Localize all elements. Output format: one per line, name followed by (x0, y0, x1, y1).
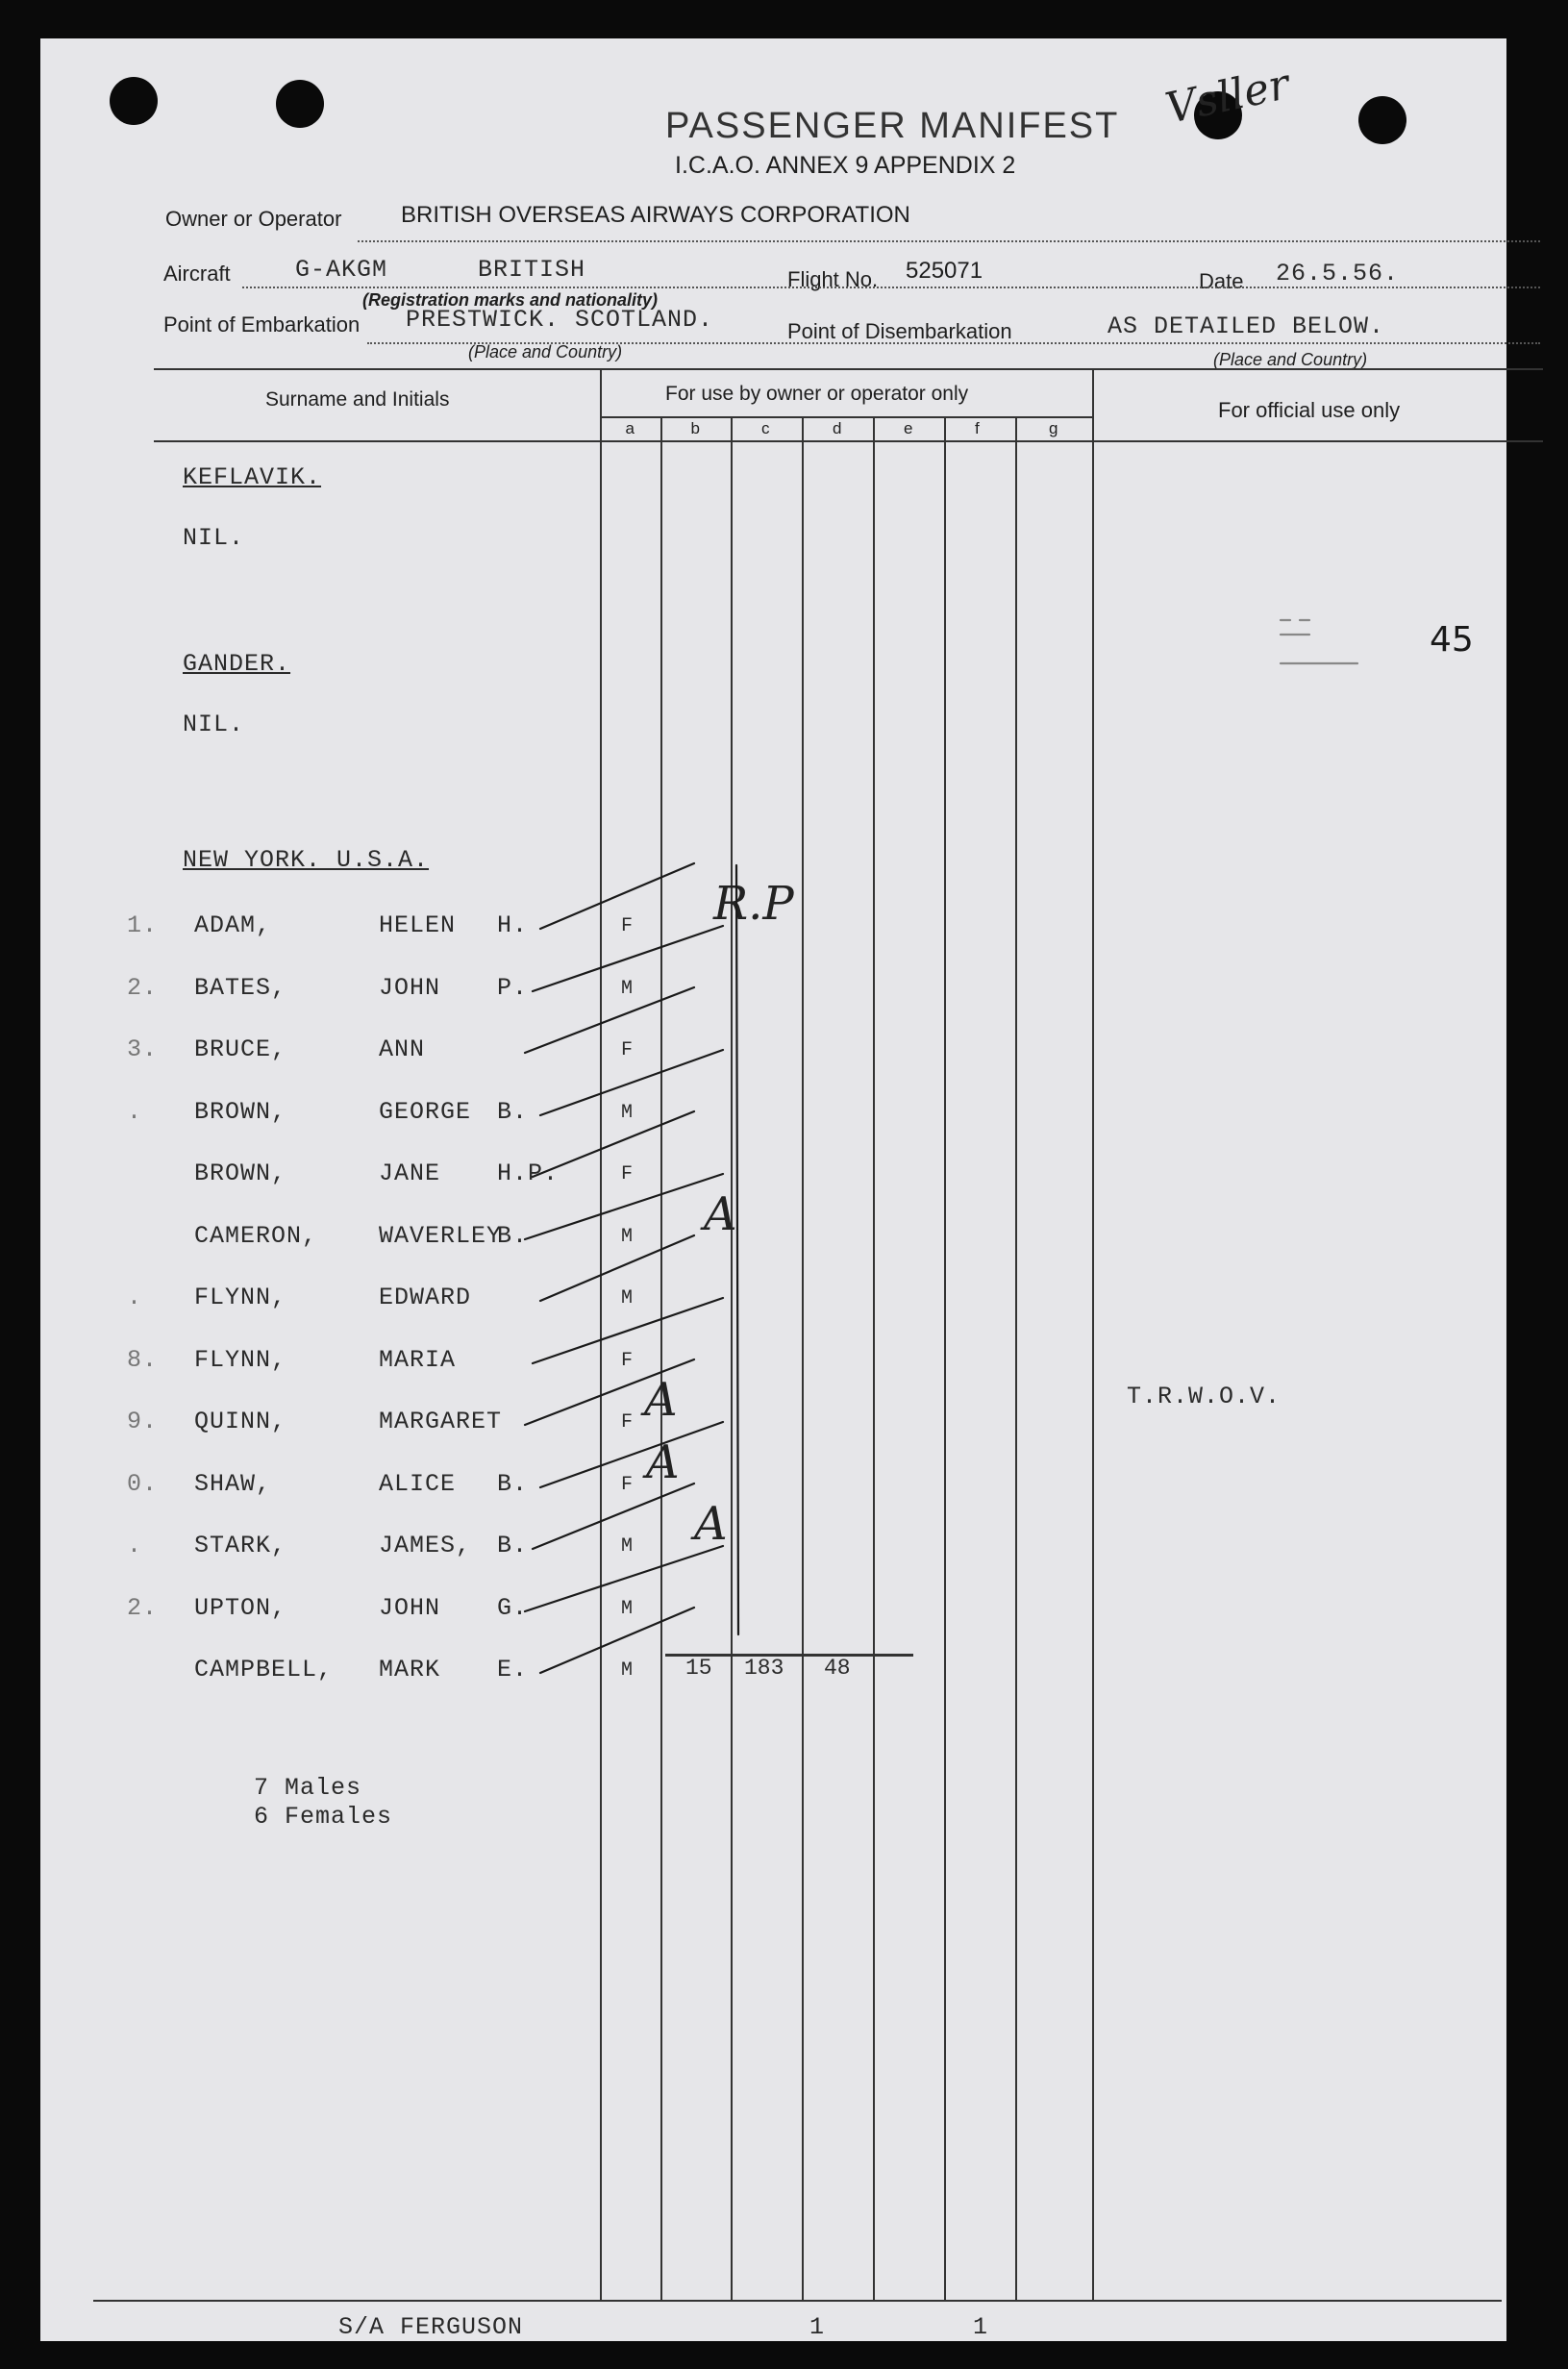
column-letter: c (761, 419, 770, 437)
tick-stroke (533, 1298, 723, 1363)
tick-stroke (525, 987, 694, 1053)
column-letter: d (833, 419, 842, 437)
passenger-sex: F (621, 1163, 635, 1185)
passenger-surname: CAMERON, (194, 1222, 318, 1250)
passenger-sex: M (621, 1535, 635, 1558)
official-note: T.R.W.O.V. (1127, 1383, 1282, 1410)
passenger-sex: F (621, 1474, 635, 1496)
embark-label: Point of Embarkation (163, 312, 361, 337)
passenger-given-name: JAMES, (379, 1532, 472, 1559)
flight-value: 525071 (906, 258, 983, 284)
aircraft-reg: G-AKGM (295, 256, 388, 284)
passenger-surname: FLYNN, (194, 1346, 287, 1374)
embark-value: PRESTWICK. SCOTLAND. (406, 306, 714, 334)
surname-header: Surname and Initials (265, 388, 450, 411)
column-letter: f (975, 419, 980, 437)
manifest-subtitle: I.C.A.O. ANNEX 9 APPENDIX 2 (675, 152, 1016, 179)
passenger-number: 2. (127, 1594, 159, 1622)
tick-stroke (525, 1546, 723, 1611)
tick-stroke (540, 1050, 723, 1115)
passenger-initials: H.P. (497, 1160, 560, 1187)
passenger-sex: M (621, 1226, 635, 1248)
passenger-initials: B. (497, 1532, 529, 1559)
passenger-number: 8. (127, 1346, 159, 1374)
vertical-pen-line (736, 865, 738, 1634)
total-c: 183 (744, 1656, 784, 1681)
passenger-surname: QUINN, (194, 1408, 287, 1435)
passenger-given-name: GEORGE (379, 1098, 472, 1126)
passenger-surname: BROWN, (194, 1098, 287, 1126)
stop-name: NEW YORK. U.S.A. (183, 846, 430, 874)
passenger-sex: F (621, 915, 635, 937)
summary-males: 7 Males (254, 1774, 362, 1802)
handwritten-ticks (40, 38, 1506, 2341)
passenger-given-name: HELEN (379, 911, 457, 939)
footer-mark-1: 1 (809, 2313, 826, 2341)
stop-name: KEFLAVIK. (183, 463, 322, 491)
tick-stroke (525, 1359, 694, 1425)
passenger-surname: STARK, (194, 1532, 287, 1559)
column-letter: a (625, 419, 635, 437)
stop-note: NIL. (183, 711, 245, 738)
passenger-given-name: JOHN (379, 974, 441, 1002)
passenger-handwritten-mark: A (704, 1187, 737, 1241)
owner-value: BRITISH OVERSEAS AIRWAYS CORPORATION (401, 202, 910, 228)
aircraft-label: Aircraft (163, 262, 231, 286)
passenger-surname: BRUCE, (194, 1035, 287, 1063)
footer-mark-2: 1 (973, 2313, 989, 2341)
passenger-surname: BROWN, (194, 1160, 287, 1187)
total-b: 15 (685, 1656, 712, 1681)
tick-stroke (540, 863, 694, 929)
passenger-sex: F (621, 1411, 635, 1434)
disembark-label: Point of Disembarkation (787, 319, 1012, 343)
tick-stroke (533, 926, 723, 991)
passenger-surname: FLYNN, (194, 1284, 287, 1311)
tick-stroke (540, 1608, 694, 1673)
passenger-handwritten-mark: A (644, 1373, 678, 1427)
passenger-initials: P. (497, 974, 529, 1002)
passenger-surname: ADAM, (194, 911, 272, 939)
passenger-number: 1. (127, 911, 159, 939)
column-letter: b (690, 419, 700, 437)
passenger-number: 9. (127, 1408, 159, 1435)
footer-signature: S/A FERGUSON (338, 2313, 524, 2341)
passenger-sex: M (621, 1659, 635, 1682)
summary-females: 6 Females (254, 1803, 393, 1831)
passenger-number: 3. (127, 1035, 159, 1063)
passenger-initials: B. (497, 1098, 529, 1126)
passenger-sex: F (621, 1039, 635, 1061)
tick-stroke (533, 1111, 694, 1177)
tick-stroke (533, 1484, 694, 1549)
disembark-value: AS DETAILED BELOW. (1108, 312, 1385, 340)
passenger-surname: BATES, (194, 974, 287, 1002)
place-country-note-2: (Place and Country) (1213, 350, 1368, 369)
passenger-sex: M (621, 1102, 635, 1124)
manifest-sheet (40, 38, 1506, 2341)
faint-dashes (1281, 620, 1357, 663)
passenger-given-name: EDWARD (379, 1284, 472, 1311)
passenger-sex: F (621, 1350, 635, 1372)
date-value: 26.5.56. (1276, 260, 1400, 287)
tick-stroke (540, 1235, 694, 1301)
aircraft-nationality: BRITISH (478, 256, 586, 284)
passenger-initials: E. (497, 1656, 529, 1683)
passenger-given-name: JANE (379, 1160, 441, 1187)
corner-handwritten-note: Vsller (1161, 60, 1294, 134)
passenger-number: 2. (127, 974, 159, 1002)
total-d: 48 (824, 1656, 851, 1681)
stop-name: GANDER. (183, 650, 291, 678)
passenger-given-name: JOHN (379, 1594, 441, 1622)
passenger-given-name: MARK (379, 1656, 441, 1683)
stop-note: NIL. (183, 524, 245, 552)
passenger-number: . (127, 1098, 143, 1126)
passenger-initials: H. (497, 911, 529, 939)
operator-header: For use by owner or operator only (665, 383, 969, 405)
passenger-sex: M (621, 978, 635, 1000)
owner-label: Owner or Operator (165, 207, 342, 231)
passenger-surname: CAMPBELL, (194, 1656, 334, 1683)
passenger-surname: UPTON, (194, 1594, 287, 1622)
tick-stroke (525, 1174, 723, 1239)
tick-stroke (540, 1422, 723, 1487)
passenger-given-name: ANN (379, 1035, 426, 1063)
column-letter: g (1049, 419, 1058, 437)
passenger-handwritten-mark: A (694, 1497, 728, 1551)
official-header: For official use only (1218, 398, 1401, 422)
passenger-given-name: MARIA (379, 1346, 457, 1374)
passenger-surname: SHAW, (194, 1470, 272, 1498)
passenger-number: 0. (127, 1470, 159, 1498)
passenger-number: . (127, 1284, 143, 1311)
flight-label: Flight No. (787, 267, 879, 291)
manifest-title: PASSENGER MANIFEST (665, 106, 1120, 146)
column-letter: e (904, 419, 913, 437)
place-country-note-1: (Place and Country) (468, 342, 623, 362)
page-number: 45 (1430, 620, 1474, 660)
registration-note: (Registration marks and nationality) (362, 290, 659, 310)
passenger-given-name: MARGARET (379, 1408, 503, 1435)
date-label: Date (1199, 269, 1244, 293)
passenger-sex: M (621, 1598, 635, 1620)
passenger-given-name: WAVERLEY (379, 1222, 503, 1250)
passenger-initials: B. (497, 1222, 529, 1250)
passenger-handwritten-mark: A (646, 1435, 680, 1489)
passenger-handwritten-mark: R.P (713, 877, 794, 931)
passenger-initials: G. (497, 1594, 529, 1622)
passenger-initials: B. (497, 1470, 529, 1498)
passenger-sex: M (621, 1287, 635, 1309)
passenger-given-name: ALICE (379, 1470, 457, 1498)
footer-rule (93, 2300, 1502, 2302)
passenger-number: . (127, 1532, 143, 1559)
